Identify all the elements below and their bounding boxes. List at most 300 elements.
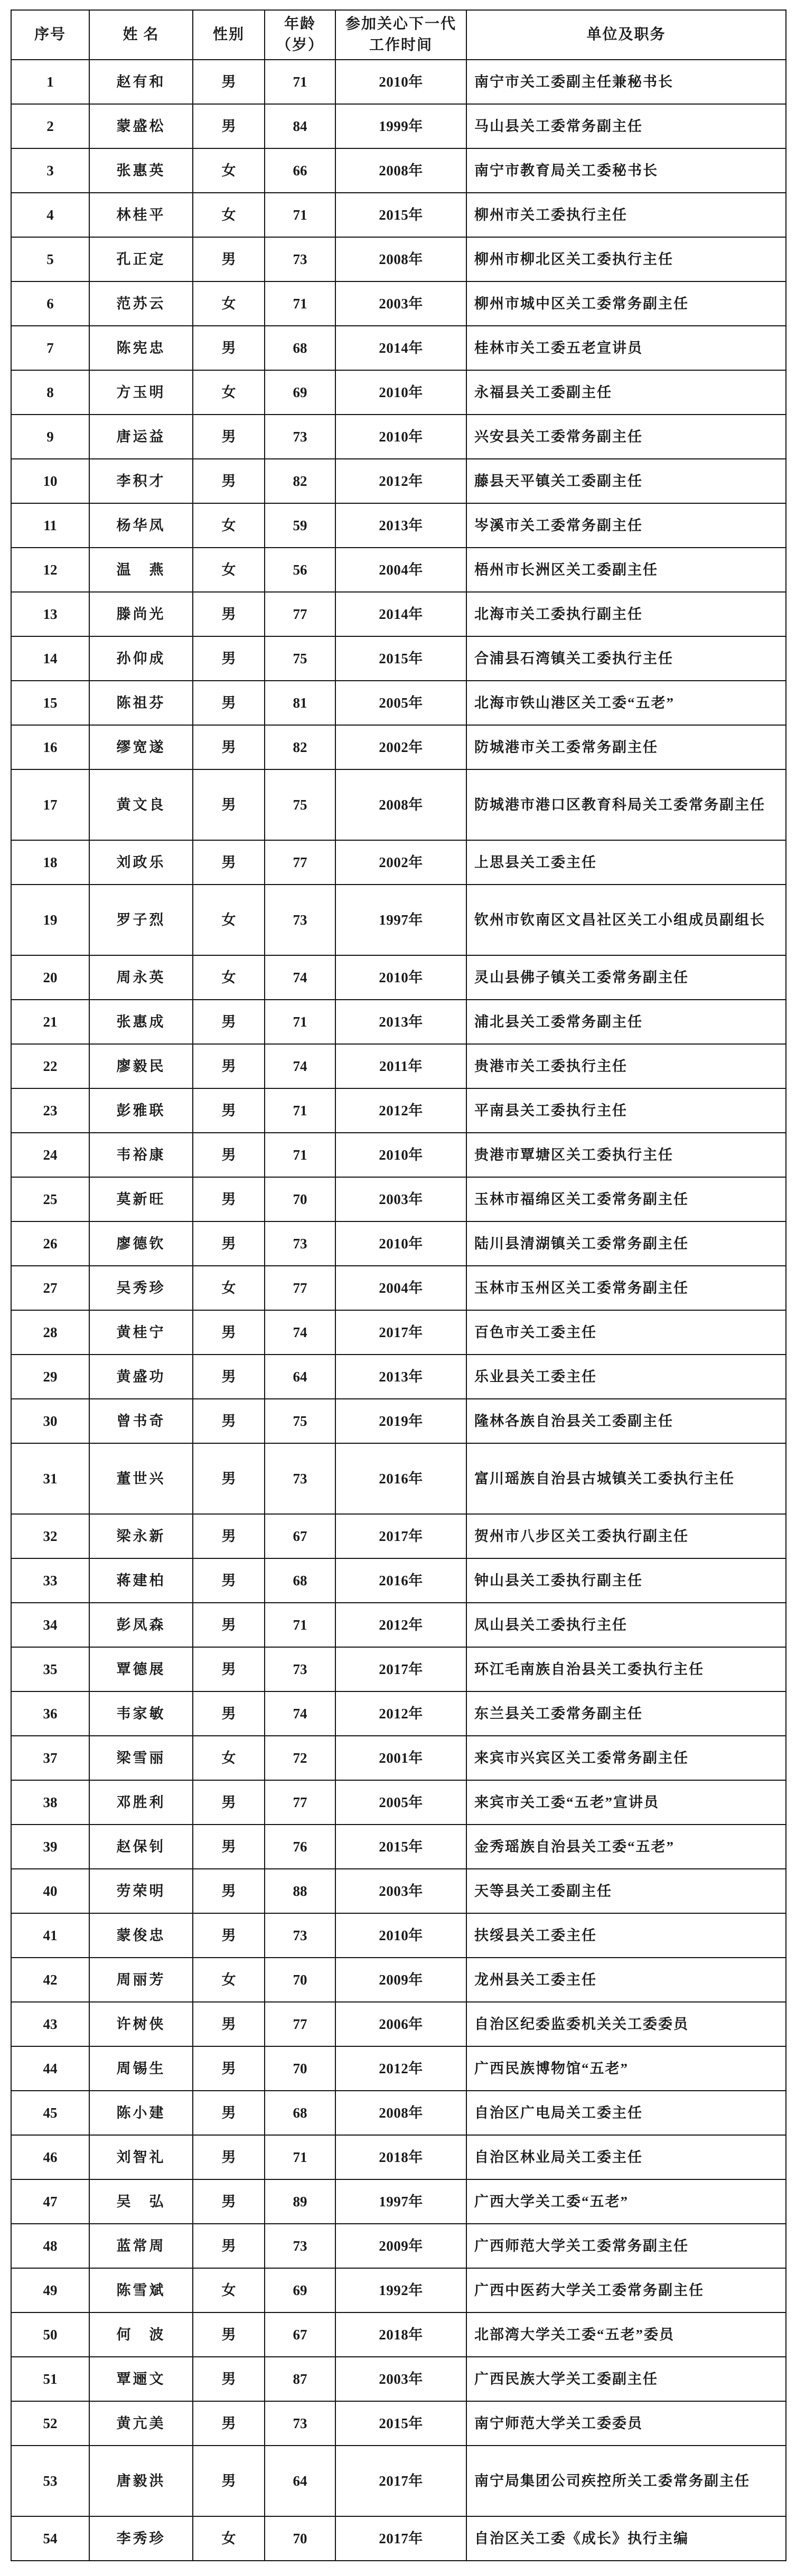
cell-gender: 女 — [193, 1958, 265, 2002]
cell-gender: 男 — [193, 1044, 265, 1088]
cell-gender: 男 — [193, 2046, 265, 2091]
cell-name: 董世兴 — [89, 1443, 193, 1514]
cell-index: 46 — [11, 2135, 89, 2179]
cell-age: 70 — [265, 1177, 335, 1221]
cell-name: 李积才 — [89, 459, 193, 503]
cell-name: 刘智礼 — [89, 2135, 193, 2179]
table-row — [11, 2135, 786, 2179]
cell-unit-and-post: 永福县关工委副主任 — [466, 370, 786, 415]
cell-unit-and-post: 贵港市覃塘区关工委执行主任 — [466, 1133, 786, 1177]
cell-name: 刘政乐 — [89, 840, 193, 885]
cell-name: 许树侠 — [89, 2002, 193, 2046]
cell-name: 张惠英 — [89, 148, 193, 193]
cell-index: 16 — [11, 725, 89, 769]
cell-age: 71 — [265, 1133, 335, 1177]
cell-gender: 男 — [193, 769, 265, 840]
cell-start-year: 2011年 — [335, 1044, 466, 1088]
cell-name: 蓝常周 — [89, 2224, 193, 2268]
cell-unit-and-post: 环江毛南族自治县关工委执行主任 — [466, 1647, 786, 1691]
cell-name: 蒙盛松 — [89, 104, 193, 148]
cell-start-year: 2015年 — [335, 1825, 466, 1869]
cell-start-year: 2009年 — [335, 2224, 466, 2268]
table-row — [11, 1691, 786, 1736]
table-row — [11, 1044, 786, 1088]
cell-age: 77 — [265, 840, 335, 885]
cell-start-year: 2005年 — [335, 1780, 466, 1825]
cell-unit-and-post: 柳州市城中区关工委常务副主任 — [466, 281, 786, 326]
cell-gender: 男 — [193, 1088, 265, 1133]
cell-age: 64 — [265, 1355, 335, 1399]
cell-start-year: 2010年 — [335, 1133, 466, 1177]
cell-index: 13 — [11, 592, 89, 636]
table-row — [11, 1266, 786, 1310]
table-row — [11, 370, 786, 415]
cell-unit-and-post: 来宾市关工委“五老”宣讲员 — [466, 1780, 786, 1825]
cell-age: 73 — [265, 2224, 335, 2268]
cell-name: 周丽芳 — [89, 1958, 193, 2002]
cell-age: 74 — [265, 955, 335, 1000]
cell-index: 47 — [11, 2179, 89, 2224]
table-row — [11, 1780, 786, 1825]
cell-age: 70 — [265, 1958, 335, 2002]
table-row — [11, 193, 786, 237]
cell-unit-and-post: 隆林各族自治县关工委副主任 — [466, 1399, 786, 1443]
cell-unit-and-post: 玉林市玉州区关工委常务副主任 — [466, 1266, 786, 1310]
cell-unit-and-post: 广西民族大学关工委副主任 — [466, 2357, 786, 2401]
table-row — [11, 548, 786, 592]
table-row — [11, 885, 786, 955]
table-row — [11, 955, 786, 1000]
cell-start-year: 2010年 — [335, 370, 466, 415]
table-row — [11, 725, 786, 769]
cell-age: 89 — [265, 2179, 335, 2224]
cell-gender: 女 — [193, 955, 265, 1000]
cell-name: 周永英 — [89, 955, 193, 1000]
cell-age: 73 — [265, 237, 335, 281]
cell-unit-and-post: 广西大学关工委“五老” — [466, 2179, 786, 2224]
table-row — [11, 1958, 786, 2002]
cell-name: 韦裕康 — [89, 1133, 193, 1177]
cell-gender: 男 — [193, 1691, 265, 1736]
table-row — [11, 769, 786, 840]
cell-unit-and-post: 贺州市八步区关工委执行副主任 — [466, 1514, 786, 1558]
table-row — [11, 1000, 786, 1044]
cell-gender: 男 — [193, 2091, 265, 2135]
cell-unit-and-post: 自治区纪委监委机关关工委委员 — [466, 2002, 786, 2046]
cell-age: 74 — [265, 1044, 335, 1088]
table-row — [11, 148, 786, 193]
cell-name: 曾书奇 — [89, 1399, 193, 1443]
cell-age: 87 — [265, 2357, 335, 2401]
cell-name: 莫新旺 — [89, 1177, 193, 1221]
cell-name: 彭凤森 — [89, 1603, 193, 1647]
table-row — [11, 1177, 786, 1221]
cell-index: 29 — [11, 1355, 89, 1399]
cell-name: 黄文良 — [89, 769, 193, 840]
column-header-name: 姓 名 — [89, 10, 193, 60]
cell-unit-and-post: 北部湾大学关工委“五老”委员 — [466, 2312, 786, 2357]
cell-index: 38 — [11, 1780, 89, 1825]
cell-index: 2 — [11, 104, 89, 148]
cell-start-year: 2018年 — [335, 2312, 466, 2357]
cell-name: 杨华凤 — [89, 503, 193, 548]
cell-unit-and-post: 广西师范大学关工委常务副主任 — [466, 2224, 786, 2268]
cell-gender: 男 — [193, 1869, 265, 1913]
cell-name: 范苏云 — [89, 281, 193, 326]
cell-name: 黄桂宁 — [89, 1310, 193, 1355]
cell-gender: 女 — [193, 148, 265, 193]
cell-start-year: 2015年 — [335, 636, 466, 681]
cell-start-year: 2017年 — [335, 2446, 466, 2516]
cell-start-year: 2018年 — [335, 2135, 466, 2179]
cell-start-year: 1997年 — [335, 885, 466, 955]
cell-gender: 男 — [193, 2179, 265, 2224]
cell-index: 43 — [11, 2002, 89, 2046]
cell-name: 周锡生 — [89, 2046, 193, 2091]
table-row — [11, 592, 786, 636]
cell-age: 71 — [265, 1000, 335, 1044]
cell-name: 彭雅联 — [89, 1088, 193, 1133]
cell-unit-and-post: 桂林市关工委五老宣讲员 — [466, 326, 786, 370]
table-row — [11, 1443, 786, 1514]
cell-unit-and-post: 柳州市柳北区关工委执行主任 — [466, 237, 786, 281]
cell-unit-and-post: 防城港市关工委常务副主任 — [466, 725, 786, 769]
cell-gender: 男 — [193, 1913, 265, 1958]
cell-gender: 男 — [193, 636, 265, 681]
cell-gender: 女 — [193, 885, 265, 955]
cell-name: 梁永新 — [89, 1514, 193, 1558]
cell-unit-and-post: 自治区关工委《成长》执行主编 — [466, 2516, 786, 2561]
cell-index: 10 — [11, 459, 89, 503]
cell-index: 25 — [11, 1177, 89, 1221]
cell-gender: 女 — [193, 281, 265, 326]
cell-start-year: 2003年 — [335, 1177, 466, 1221]
cell-age: 74 — [265, 1310, 335, 1355]
cell-age: 73 — [265, 1221, 335, 1266]
cell-start-year: 2009年 — [335, 1958, 466, 2002]
cell-unit-and-post: 凤山县关工委执行主任 — [466, 1603, 786, 1647]
table-row — [11, 2357, 786, 2401]
cell-unit-and-post: 钟山县关工委执行副主任 — [466, 1558, 786, 1603]
cell-unit-and-post: 广西中医药大学关工委常务副主任 — [466, 2268, 786, 2312]
cell-gender: 男 — [193, 1603, 265, 1647]
cell-unit-and-post: 龙州县关工委主任 — [466, 1958, 786, 2002]
cell-name: 陈雪斌 — [89, 2268, 193, 2312]
cell-start-year: 2003年 — [335, 1869, 466, 1913]
cell-unit-and-post: 南宁市教育局关工委秘书长 — [466, 148, 786, 193]
cell-unit-and-post: 乐业县关工委主任 — [466, 1355, 786, 1399]
cell-index: 14 — [11, 636, 89, 681]
cell-unit-and-post: 来宾市兴宾区关工委常务副主任 — [466, 1736, 786, 1780]
table-row — [11, 2179, 786, 2224]
cell-name: 梁雪丽 — [89, 1736, 193, 1780]
column-header-gender: 性别 — [193, 10, 265, 60]
cell-name: 黄亢美 — [89, 2401, 193, 2446]
cell-gender: 男 — [193, 1780, 265, 1825]
cell-gender: 男 — [193, 1647, 265, 1691]
cell-name: 方玉明 — [89, 370, 193, 415]
cell-unit-and-post: 陆川县清湖镇关工委常务副主任 — [466, 1221, 786, 1266]
cell-gender: 男 — [193, 1514, 265, 1558]
cell-name: 李秀珍 — [89, 2516, 193, 2561]
cell-age: 56 — [265, 548, 335, 592]
cell-start-year: 2008年 — [335, 148, 466, 193]
cell-gender: 女 — [193, 1266, 265, 1310]
table-row — [11, 1603, 786, 1647]
cell-unit-and-post: 贵港市关工委执行主任 — [466, 1044, 786, 1088]
cell-gender: 女 — [193, 2516, 265, 2561]
cell-index: 9 — [11, 415, 89, 459]
cell-start-year: 2010年 — [335, 1913, 466, 1958]
cell-index: 24 — [11, 1133, 89, 1177]
cell-index: 22 — [11, 1044, 89, 1088]
cell-index: 53 — [11, 2446, 89, 2516]
cell-index: 35 — [11, 1647, 89, 1691]
table-row — [11, 681, 786, 725]
cell-index: 1 — [11, 60, 89, 104]
cell-age: 77 — [265, 592, 335, 636]
cell-name: 覃逦文 — [89, 2357, 193, 2401]
cell-unit-and-post: 南宁局集团公司疾控所关工委常务副主任 — [466, 2446, 786, 2516]
cell-unit-and-post: 藤县天平镇关工委副主任 — [466, 459, 786, 503]
cell-unit-and-post: 灵山县佛子镇关工委常务副主任 — [466, 955, 786, 1000]
header-row — [11, 10, 786, 60]
cell-name: 温 燕 — [89, 548, 193, 592]
cell-age: 68 — [265, 1558, 335, 1603]
cell-index: 4 — [11, 193, 89, 237]
cell-gender: 男 — [193, 1443, 265, 1514]
cell-name: 劳荣明 — [89, 1869, 193, 1913]
cell-name: 吴 弘 — [89, 2179, 193, 2224]
cell-start-year: 2015年 — [335, 2401, 466, 2446]
cell-unit-and-post: 钦州市钦南区文昌社区关工小组成员副组长 — [466, 885, 786, 955]
cell-gender: 男 — [193, 1558, 265, 1603]
cell-index: 49 — [11, 2268, 89, 2312]
cell-age: 84 — [265, 104, 335, 148]
cell-age: 73 — [265, 1647, 335, 1691]
cell-index: 36 — [11, 1691, 89, 1736]
table-row — [11, 1825, 786, 1869]
cell-name: 赵有和 — [89, 60, 193, 104]
cell-unit-and-post: 自治区广电局关工委主任 — [466, 2091, 786, 2135]
cell-gender: 女 — [193, 1736, 265, 1780]
cell-age: 82 — [265, 459, 335, 503]
cell-gender: 女 — [193, 2268, 265, 2312]
cell-index: 23 — [11, 1088, 89, 1133]
column-header-age: 年龄 （岁） — [265, 10, 335, 60]
cell-index: 20 — [11, 955, 89, 1000]
column-header-start-year: 参加关心下一代 工作时间 — [335, 10, 466, 60]
cell-start-year: 2003年 — [335, 281, 466, 326]
cell-start-year: 2015年 — [335, 193, 466, 237]
table-row — [11, 1647, 786, 1691]
cell-index: 11 — [11, 503, 89, 548]
cell-name: 张惠成 — [89, 1000, 193, 1044]
cell-index: 52 — [11, 2401, 89, 2446]
cell-start-year: 1992年 — [335, 2268, 466, 2312]
cell-start-year: 2017年 — [335, 1514, 466, 1558]
cell-index: 32 — [11, 1514, 89, 1558]
cell-gender: 男 — [193, 459, 265, 503]
cell-name: 孙仰成 — [89, 636, 193, 681]
cell-start-year: 2001年 — [335, 1736, 466, 1780]
cell-name: 孔正定 — [89, 237, 193, 281]
cell-name: 覃德展 — [89, 1647, 193, 1691]
cell-start-year: 2010年 — [335, 415, 466, 459]
cell-start-year: 2017年 — [335, 1647, 466, 1691]
cell-start-year: 2012年 — [335, 2046, 466, 2091]
cell-start-year: 2014年 — [335, 326, 466, 370]
cell-unit-and-post: 金秀瑶族自治县关工委“五老” — [466, 1825, 786, 1869]
table-row — [11, 1736, 786, 1780]
cell-gender: 男 — [193, 681, 265, 725]
cell-gender: 女 — [193, 193, 265, 237]
cell-age: 71 — [265, 281, 335, 326]
cell-index: 39 — [11, 1825, 89, 1869]
cell-age: 70 — [265, 2046, 335, 2091]
cell-gender: 男 — [193, 1000, 265, 1044]
cell-start-year: 2012年 — [335, 1088, 466, 1133]
table-row — [11, 104, 786, 148]
cell-index: 54 — [11, 2516, 89, 2561]
cell-start-year: 2014年 — [335, 592, 466, 636]
table-row — [11, 326, 786, 370]
cell-age: 73 — [265, 1913, 335, 1958]
cell-start-year: 2013年 — [335, 1355, 466, 1399]
cell-age: 73 — [265, 1443, 335, 1514]
cell-name: 黄盛功 — [89, 1355, 193, 1399]
cell-index: 27 — [11, 1266, 89, 1310]
cell-name: 陈宪忠 — [89, 326, 193, 370]
cell-age: 71 — [265, 193, 335, 237]
column-header-unit-and-post: 单位及职务 — [466, 10, 786, 60]
cell-name: 罗子烈 — [89, 885, 193, 955]
table-row — [11, 1355, 786, 1399]
cell-name: 陈祖芬 — [89, 681, 193, 725]
cell-name: 唐毅洪 — [89, 2446, 193, 2516]
cell-index: 3 — [11, 148, 89, 193]
cell-start-year: 2016年 — [335, 1558, 466, 1603]
cell-age: 67 — [265, 2312, 335, 2357]
cell-index: 41 — [11, 1913, 89, 1958]
cell-unit-and-post: 自治区林业局关工委主任 — [466, 2135, 786, 2179]
cell-index: 45 — [11, 2091, 89, 2135]
cell-start-year: 2017年 — [335, 1310, 466, 1355]
cell-gender: 女 — [193, 548, 265, 592]
cell-gender: 男 — [193, 2002, 265, 2046]
cell-age: 71 — [265, 1088, 335, 1133]
cell-unit-and-post: 南宁市关工委副主任兼秘书长 — [466, 60, 786, 104]
cell-index: 37 — [11, 1736, 89, 1780]
table-row — [11, 2046, 786, 2091]
table-row — [11, 459, 786, 503]
cell-age: 73 — [265, 885, 335, 955]
cell-age: 68 — [265, 326, 335, 370]
cell-index: 19 — [11, 885, 89, 955]
cell-index: 12 — [11, 548, 89, 592]
table-row — [11, 1869, 786, 1913]
cell-age: 71 — [265, 2135, 335, 2179]
cell-start-year: 2010年 — [335, 60, 466, 104]
cell-age: 64 — [265, 2446, 335, 2516]
cell-age: 88 — [265, 1869, 335, 1913]
cell-start-year: 2006年 — [335, 2002, 466, 2046]
cell-index: 31 — [11, 1443, 89, 1514]
cell-gender: 男 — [193, 1177, 265, 1221]
cell-gender: 男 — [193, 2135, 265, 2179]
cell-gender: 男 — [193, 1221, 265, 1266]
cell-index: 48 — [11, 2224, 89, 2268]
cell-unit-and-post: 扶绥县关工委主任 — [466, 1913, 786, 1958]
cell-name: 滕尚光 — [89, 592, 193, 636]
cell-unit-and-post: 马山县关工委常务副主任 — [466, 104, 786, 148]
cell-unit-and-post: 玉林市福绵区关工委常务副主任 — [466, 1177, 786, 1221]
cell-age: 77 — [265, 1780, 335, 1825]
cell-unit-and-post: 上思县关工委主任 — [466, 840, 786, 885]
cell-gender: 男 — [193, 2446, 265, 2516]
cell-unit-and-post: 平南县关工委执行主任 — [466, 1088, 786, 1133]
cell-gender: 男 — [193, 1355, 265, 1399]
cell-gender: 男 — [193, 415, 265, 459]
cell-name: 邓胜利 — [89, 1780, 193, 1825]
cell-unit-and-post: 合浦县石湾镇关工委执行主任 — [466, 636, 786, 681]
cell-age: 67 — [265, 1514, 335, 1558]
table-header — [11, 10, 786, 60]
cell-start-year: 2008年 — [335, 769, 466, 840]
cell-start-year: 2019年 — [335, 1399, 466, 1443]
table-row — [11, 2091, 786, 2135]
cell-age: 71 — [265, 1603, 335, 1647]
table-row — [11, 1221, 786, 1266]
cell-index: 8 — [11, 370, 89, 415]
cell-name: 廖德钦 — [89, 1221, 193, 1266]
cell-gender: 女 — [193, 370, 265, 415]
cell-unit-and-post: 防城港市港口区教育科局关工委常务副主任 — [466, 769, 786, 840]
cell-gender: 女 — [193, 503, 265, 548]
cell-gender: 男 — [193, 1825, 265, 1869]
cell-index: 5 — [11, 237, 89, 281]
cell-gender: 男 — [193, 840, 265, 885]
cell-unit-and-post: 兴安县关工委常务副主任 — [466, 415, 786, 459]
cell-name: 吴秀珍 — [89, 1266, 193, 1310]
table-row — [11, 636, 786, 681]
cell-index: 42 — [11, 1958, 89, 2002]
cell-age: 69 — [265, 370, 335, 415]
table-row — [11, 1514, 786, 1558]
cell-index: 28 — [11, 1310, 89, 1355]
cell-gender: 男 — [193, 592, 265, 636]
cell-start-year: 2010年 — [335, 955, 466, 1000]
cell-age: 76 — [265, 1825, 335, 1869]
cell-age: 74 — [265, 1691, 335, 1736]
table-row — [11, 415, 786, 459]
cell-name: 廖毅民 — [89, 1044, 193, 1088]
cell-gender: 男 — [193, 2224, 265, 2268]
table-row — [11, 2401, 786, 2446]
cell-name: 蒙俊忠 — [89, 1913, 193, 1958]
cell-index: 33 — [11, 1558, 89, 1603]
cell-start-year: 2013年 — [335, 503, 466, 548]
cell-age: 68 — [265, 2091, 335, 2135]
table-row — [11, 1399, 786, 1443]
cell-gender: 男 — [193, 725, 265, 769]
cell-gender: 男 — [193, 237, 265, 281]
cell-gender: 男 — [193, 2401, 265, 2446]
cell-unit-and-post: 百色市关工委主任 — [466, 1310, 786, 1355]
cell-age: 73 — [265, 415, 335, 459]
table-row — [11, 1913, 786, 1958]
cell-name: 唐运益 — [89, 415, 193, 459]
